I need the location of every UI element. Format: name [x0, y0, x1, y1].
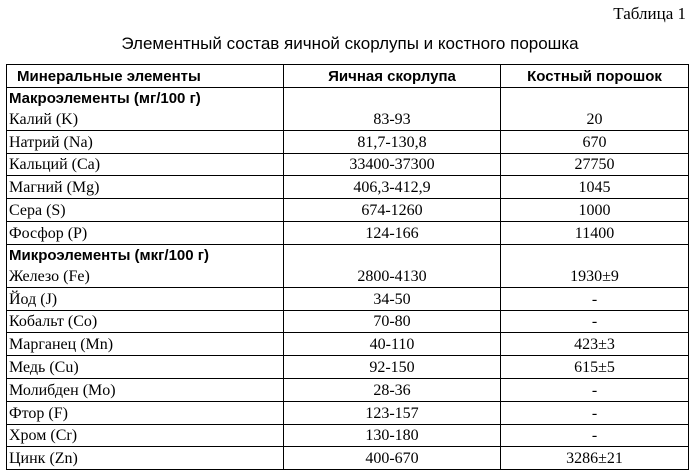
bone-powder-value: - [501, 424, 689, 447]
table-row [7, 401, 689, 424]
eggshell-value: 40-110 [284, 333, 501, 356]
element-name: Хром (Cr) [9, 427, 78, 445]
table-row [7, 153, 689, 176]
bone-powder-value: 20 [501, 87, 689, 130]
table-row [7, 333, 689, 356]
element-name-cell [7, 87, 284, 130]
table-row [7, 287, 689, 310]
table-row [7, 176, 689, 199]
element-name-cell [7, 447, 284, 470]
bone-powder-value: - [501, 287, 689, 310]
element-name: Магний (Mg) [9, 179, 100, 197]
element-name: Молибден (Mo) [9, 381, 116, 399]
bone-powder-value: 1000 [501, 199, 689, 222]
element-name-cell [7, 356, 284, 379]
bone-powder-value: 423±3 [501, 333, 689, 356]
element-name: Йод (J) [9, 290, 58, 308]
table-row [7, 221, 689, 244]
table-row [7, 199, 689, 222]
element-name-cell [7, 333, 284, 356]
header-eggshell: Яичная скорлупа [284, 65, 501, 88]
group-title: Микроэлементы (мкг/100 г) [9, 246, 210, 264]
table-row [7, 130, 689, 153]
eggshell-value: 83-93 [284, 87, 501, 130]
eggshell-value: 70-80 [284, 310, 501, 333]
table-row [7, 356, 689, 379]
element-name-cell [7, 310, 284, 333]
eggshell-value: 130-180 [284, 424, 501, 447]
table-number-label: Таблица 1 [613, 4, 686, 23]
eggshell-value: 81,7-130,8 [284, 130, 501, 153]
eggshell-value: 2800-4130 [284, 244, 501, 287]
eggshell-value: 33400-37300 [284, 153, 501, 176]
bone-powder-value: 11400 [501, 221, 689, 244]
element-name: Сера (S) [9, 201, 66, 219]
bone-powder-value: 615±5 [501, 356, 689, 379]
table-row [7, 447, 689, 470]
element-name: Фтор (F) [9, 404, 68, 422]
element-name-cell [7, 130, 284, 153]
element-name-cell [7, 287, 284, 310]
eggshell-value: 34-50 [284, 287, 501, 310]
element-name-cell [7, 424, 284, 447]
bone-powder-value: 670 [501, 130, 689, 153]
element-name: Натрий (Na) [9, 133, 93, 151]
element-name-cell [7, 401, 284, 424]
header-minerals: Минеральные элементы [7, 65, 284, 88]
table-row [7, 87, 689, 130]
eggshell-value: 124-166 [284, 221, 501, 244]
bone-powder-value: 1930±9 [501, 244, 689, 287]
element-name: Медь (Cu) [9, 358, 79, 376]
bone-powder-value: - [501, 310, 689, 333]
element-name: Цинк (Zn) [9, 450, 78, 468]
mineral-composition-table [6, 64, 689, 470]
table-caption: Элементный состав яичной скорлупы и костного порошка [121, 34, 579, 53]
bone-powder-value: 3286±21 [501, 447, 689, 470]
element-name: Калий (K) [9, 110, 79, 128]
table-row [7, 424, 689, 447]
element-name-cell [7, 199, 284, 222]
element-name-cell [7, 378, 284, 401]
table-row [7, 378, 689, 401]
table-row [7, 310, 689, 333]
table-row [7, 244, 689, 287]
element-name-cell [7, 153, 284, 176]
eggshell-value: 406,3-412,9 [284, 176, 501, 199]
eggshell-value: 400-670 [284, 447, 501, 470]
element-name: Марганец (Mn) [9, 336, 114, 354]
group-title: Макроэлементы (мг/100 г) [9, 89, 201, 107]
bone-powder-value: 1045 [501, 176, 689, 199]
element-name-cell [7, 176, 284, 199]
element-name: Кобальт (Co) [9, 313, 98, 331]
eggshell-value: 92-150 [284, 356, 501, 379]
element-name-cell [7, 244, 284, 287]
eggshell-value: 123-157 [284, 401, 501, 424]
eggshell-value: 674-1260 [284, 199, 501, 222]
element-name-cell [7, 221, 284, 244]
element-name: Кальций (Ca) [9, 156, 101, 174]
bone-powder-value: - [501, 378, 689, 401]
bone-powder-value: 27750 [501, 153, 689, 176]
element-name: Железо (Fe) [9, 267, 90, 285]
header-row [7, 65, 689, 88]
bone-powder-value: - [501, 401, 689, 424]
element-name: Фосфор (P) [9, 224, 88, 242]
header-bone-powder: Костный порошок [501, 65, 689, 88]
eggshell-value: 28-36 [284, 378, 501, 401]
